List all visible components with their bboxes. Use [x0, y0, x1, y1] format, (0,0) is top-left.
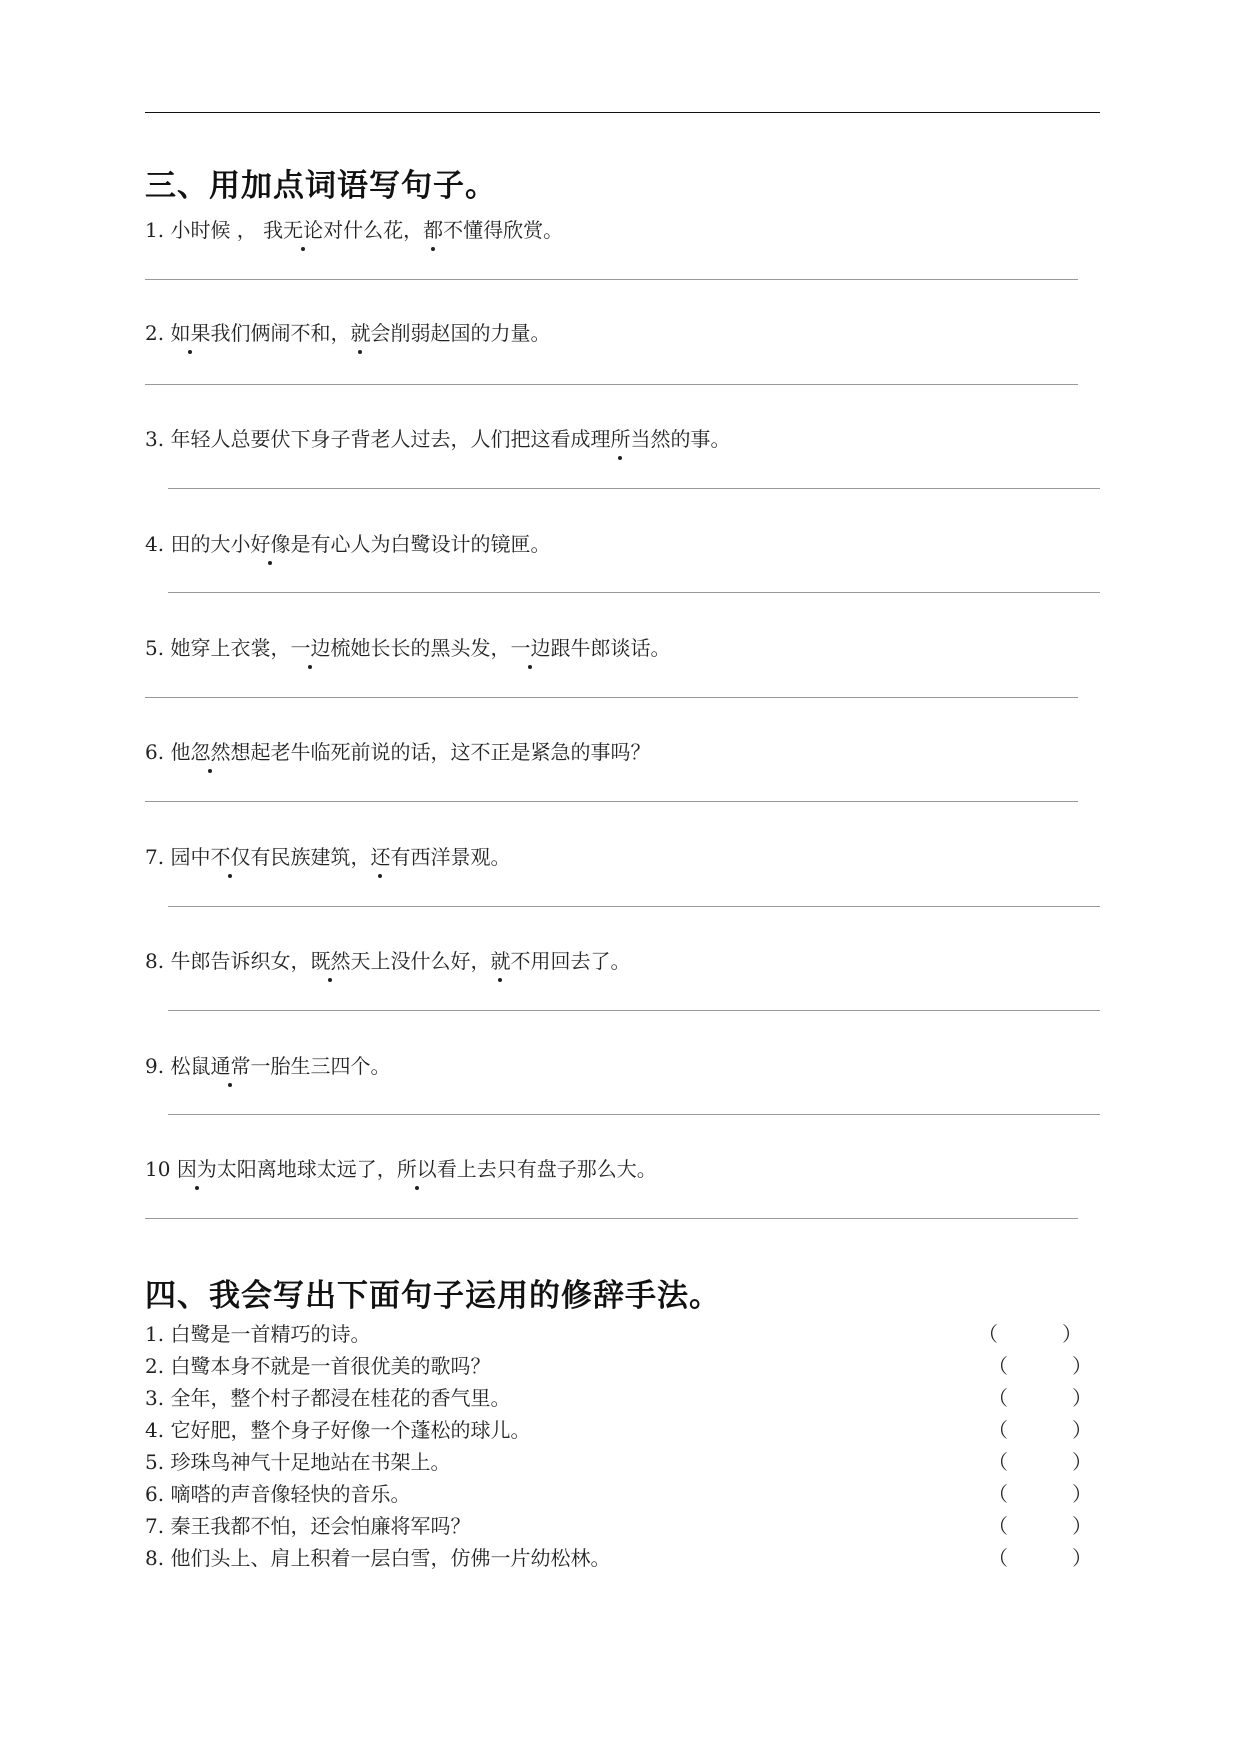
dotted-word: 好像 — [250, 532, 291, 556]
sentence-3: 3. 年轻人总要伏下身子背老人过去，人们把这看成理所当然的事。 — [145, 427, 731, 451]
close-paren: ） — [1072, 1386, 1092, 1410]
rhetoric-sentence: 8. 他们头上、肩上积着一层白雪，仿佛一片幼松林。 — [145, 1546, 611, 1570]
dotted-word: 通常 — [210, 1054, 251, 1078]
rhetoric-sentence: 3. 全年，整个村子都浸在桂花的香气里。 — [145, 1386, 511, 1410]
dotted-word: 一边 — [510, 636, 551, 660]
dotted-word: 理所当 — [590, 427, 651, 451]
top-rule — [145, 112, 1100, 113]
answer-line-1[interactable] — [145, 279, 1078, 280]
section-4-title: 四、我会写出下面句子运用的修辞手法。 — [145, 1278, 721, 1314]
close-paren: ） — [1062, 1322, 1082, 1346]
answer-line-8[interactable] — [168, 1010, 1100, 1011]
dotted-word: 所以 — [396, 1157, 437, 1181]
dotted-word: 一边 — [290, 636, 331, 660]
sentence-5: 5. 她穿上衣裳，一边梳她长长的黑头发，一边跟牛郎谈话。 — [145, 636, 671, 660]
dotted-word: 既然 — [310, 949, 351, 973]
sentence-8: 8. 牛郎告诉织女，既然天上没什么好，就不用回去了。 — [145, 949, 631, 973]
sentence-1: 1. 小时候 ， 我无论对什么花，都不懂得欣赏。 — [145, 218, 564, 242]
dotted-word: 因为 — [176, 1157, 217, 1181]
dotted-word: 如果 — [170, 321, 211, 345]
dotted-word: 都 — [423, 218, 444, 242]
close-paren: ） — [1072, 1482, 1092, 1506]
dotted-word: 无论 — [283, 218, 324, 242]
answer-line-9[interactable] — [168, 1114, 1100, 1115]
sentence-2: 2. 如果我们俩闹不和，就会削弱赵国的力量。 — [145, 321, 551, 345]
rhetoric-sentence: 6. 嘀嗒的声音像轻快的音乐。 — [145, 1482, 411, 1506]
dotted-word: 还 — [370, 845, 391, 869]
dotted-word: 不仅 — [210, 845, 251, 869]
sentence-7: 7. 园中不仅有民族建筑，还有西洋景观。 — [145, 845, 511, 869]
close-paren: ） — [1072, 1514, 1092, 1538]
close-paren: ） — [1072, 1546, 1092, 1570]
rhetoric-sentence: 4. 它好肥，整个身子好像一个蓬松的球儿。 — [145, 1418, 531, 1442]
open-paren: （ — [978, 1322, 998, 1346]
sentence-10: 10 因为太阳离地球太远了，所以看上去只有盘子那么大。 — [145, 1157, 657, 1181]
dotted-word: 就 — [350, 321, 371, 345]
close-paren: ） — [1072, 1450, 1092, 1474]
sentence-6: 6. 他忽然想起老牛临死前说的话，这不正是紧急的事吗？ — [145, 740, 651, 764]
open-paren: （ — [988, 1354, 1008, 1378]
section-3-title: 三、用加点词语写句子。 — [145, 168, 497, 204]
rhetoric-sentence: 7. 秦王我都不怕，还会怕廉将军吗？ — [145, 1514, 471, 1538]
answer-line-6[interactable] — [145, 801, 1078, 802]
open-paren: （ — [988, 1418, 1008, 1442]
open-paren: （ — [988, 1514, 1008, 1538]
dotted-word: 忽然 — [190, 740, 231, 764]
open-paren: （ — [988, 1386, 1008, 1410]
open-paren: （ — [988, 1482, 1008, 1506]
sentence-9: 9. 松鼠通常一胎生三四个。 — [145, 1054, 391, 1078]
answer-line-4[interactable] — [168, 592, 1100, 593]
answer-line-3[interactable] — [168, 488, 1100, 489]
answer-line-7[interactable] — [168, 906, 1100, 907]
open-paren: （ — [988, 1450, 1008, 1474]
rhetoric-sentence: 5. 珍珠鸟神气十足地站在书架上。 — [145, 1450, 451, 1474]
sentence-4: 4. 田的大小好像是有心人为白鹭设计的镜匣。 — [145, 532, 551, 556]
close-paren: ） — [1072, 1354, 1092, 1378]
dotted-word: 就 — [490, 949, 511, 973]
close-paren: ） — [1072, 1418, 1092, 1442]
answer-line-10[interactable] — [145, 1218, 1078, 1219]
rhetoric-sentence: 1. 白鹭是一首精巧的诗。 — [145, 1322, 371, 1346]
rhetoric-sentence: 2. 白鹭本身不就是一首很优美的歌吗？ — [145, 1354, 491, 1378]
answer-line-2[interactable] — [145, 384, 1078, 385]
open-paren: （ — [988, 1546, 1008, 1570]
answer-line-5[interactable] — [145, 697, 1078, 698]
